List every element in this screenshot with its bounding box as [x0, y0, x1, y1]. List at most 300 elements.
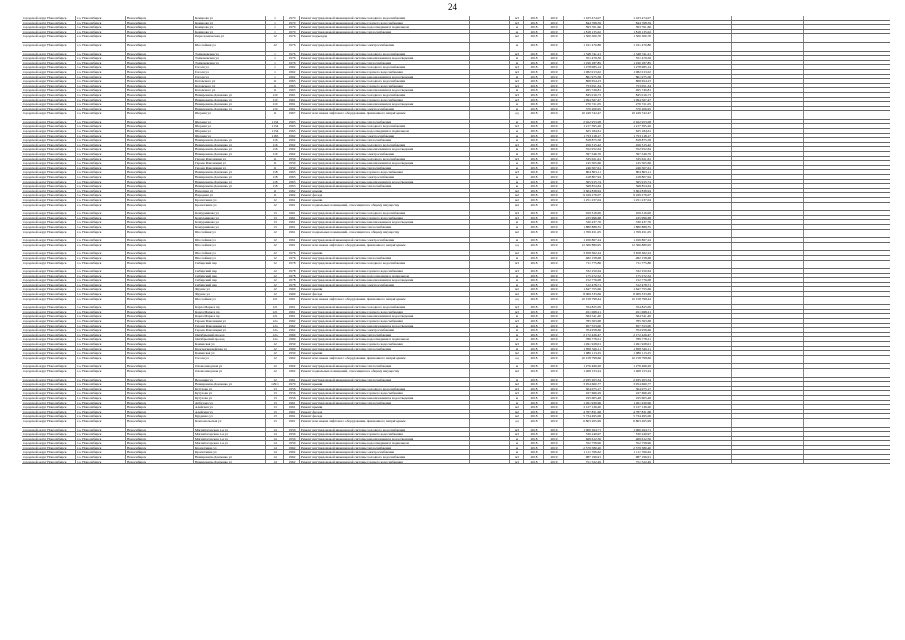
cell-empty [470, 93, 510, 97]
cell-empty [732, 161, 804, 165]
cell-place: г.о. Новосибирск [76, 292, 126, 296]
cell-district: городской округ Новосибирск [22, 184, 76, 188]
cell-empty [804, 107, 880, 111]
cell-place: г.о. Новосибирск [76, 230, 126, 238]
cell-empty [470, 324, 510, 328]
cell-district: городской округ Новосибирск [22, 450, 76, 454]
cell-street: Котовского ул [194, 88, 266, 92]
cell-street: Кропоткина ул [194, 198, 266, 202]
cell-house: 12 [266, 269, 284, 273]
cell-empty [654, 414, 732, 418]
cell-place: г.о. Новосибирск [76, 391, 126, 395]
cell-empty [470, 79, 510, 83]
cell-street: Оловозаводская ул [194, 369, 266, 377]
cell-street: Комарова ул [194, 21, 266, 25]
cell-street: Переселенческая ул [194, 34, 266, 42]
cell-work: Ремонт внутридомовой инженерной системы теплоснабжения [300, 401, 470, 405]
cell-place: г.о. Новосибирск [76, 198, 126, 202]
cell-year: 1960 [284, 292, 300, 296]
cell-city: Новосибирск [126, 157, 194, 161]
cell-street: Героев Революции ул [194, 324, 266, 328]
cell-empty [654, 30, 732, 34]
cell-y1: 2018 [524, 243, 544, 251]
cell-year: 1962 [284, 450, 300, 454]
cell-cost: 145 505,66 [564, 161, 604, 165]
cell-cost: 1 468 153,24 [564, 369, 604, 377]
cell-house: 12 [266, 347, 284, 351]
cell-city: Новосибирск [126, 342, 194, 346]
cell-place: г.о. Новосибирск [76, 328, 126, 332]
cell-empty [732, 401, 804, 405]
cell-street: Кропоткина ул [194, 450, 266, 454]
cell-empty [804, 269, 880, 273]
cell-y2: 2019 [544, 369, 564, 377]
cell-year: 1962 [284, 324, 300, 328]
cell-district: городской округ Новосибирск [22, 414, 76, 418]
cell-year: 1976 [284, 52, 300, 56]
cell-empty [732, 460, 804, 464]
cell-y1: 2018 [524, 166, 544, 170]
cell-empty [470, 43, 510, 51]
cell-work: Ремонт внутридомовой инженерной системы холодного водоснабжения [300, 305, 470, 309]
cell-empty [654, 170, 732, 174]
cell-cost2: 2 922 953,08 [604, 120, 654, 124]
cell-place: г.о. Новосибирск [76, 52, 126, 56]
cell-empty [804, 189, 880, 193]
cell-cost: 4 787 831,68 [564, 410, 604, 414]
cell-year: 1960 [284, 347, 300, 351]
cell-unit: м2 [510, 410, 524, 414]
cell-y1: 2018 [524, 391, 544, 395]
cell-empty [804, 324, 880, 328]
cell-city: Новосибирск [126, 256, 194, 260]
cell-cost2: 418 807,94 [604, 175, 654, 179]
cell-unit: м3 [510, 342, 524, 346]
cell-cost2: 868 654,23 [604, 79, 654, 83]
cell-work: Ремонт внутридомовой инженерной системы водоотведения в подвальном [300, 337, 470, 341]
cell-house: 12 [266, 287, 284, 291]
cell-cost2: 167 666,29 [604, 391, 654, 395]
cell-district: городской округ Новосибирск [22, 364, 76, 368]
cell-empty [804, 261, 880, 269]
cell-street: Кропоткина ул [194, 203, 266, 211]
cell-city: Новосибирск [126, 102, 194, 106]
cell-house: 13 [266, 211, 284, 215]
cell-street: Фрунзе ул [194, 292, 266, 296]
cell-city: Новосибирск [126, 460, 194, 464]
cell-y1: 2018 [524, 216, 544, 220]
cell-y2: 2019 [544, 356, 564, 364]
cell-empty [470, 414, 510, 418]
cell-year: 1961 [284, 107, 300, 111]
cell-empty [804, 369, 880, 377]
cell-y1: 2018 [524, 382, 544, 386]
cell-work: Ремонт внутридомовой инженерной системы электроснабжения [300, 107, 470, 111]
cell-place: г.о. Новосибирск [76, 314, 126, 318]
cell-year: 1961 [284, 203, 300, 211]
cell-cost2: 451 068,21 [604, 310, 654, 314]
cell-place: г.о. Новосибирск [76, 93, 126, 97]
cell-city: Новосибирск [126, 269, 194, 273]
cell-work: Ремонт внутридомовой инженерной системы теплоснабжения [300, 61, 470, 65]
cell-year: 1963 [284, 175, 300, 179]
cell-street: Немировича-Данченко ул [194, 107, 266, 111]
cell-city: Новосибирск [126, 220, 194, 224]
cell-y2: 2019 [544, 328, 564, 332]
cell-y1: 2018 [524, 347, 544, 351]
cell-place: г.о. Новосибирск [76, 152, 126, 156]
cell-cost: 657 553,00 [564, 324, 604, 328]
cell-place: г.о. Новосибирск [76, 175, 126, 179]
cell-cost: 456 315,42 [564, 143, 604, 147]
cell-city: Новосибирск [126, 189, 194, 193]
cell-work: Ремонт внутридомовой инженерной системы водоотведения в подвальном [300, 441, 470, 445]
cell-y1: 2018 [524, 432, 544, 436]
cell-cost2: 482 158,68 [604, 256, 654, 260]
cell-district: городской округ Новосибирск [22, 314, 76, 318]
cell-district: городской округ Новосибирск [22, 324, 76, 328]
cell-empty [732, 305, 804, 309]
cell-y1: 2018 [524, 211, 544, 215]
cell-year: 1959 [284, 161, 300, 165]
cell-street: Арбузова ул [194, 401, 266, 405]
cell-empty [654, 189, 732, 193]
cell-empty [470, 238, 510, 242]
cell-y2: 2019 [544, 396, 564, 400]
cell-empty [470, 56, 510, 60]
cell-work: Ремонт крыши [300, 251, 470, 255]
cell-work: Ремонт внутридомовой инженерной системы теплоснабжения [300, 166, 470, 170]
cell-city: Новосибирск [126, 278, 194, 282]
cell-house: 12 [266, 378, 284, 382]
cell-street: Карла Маркса пр [194, 310, 266, 314]
cell-street: Немировича-Данченко ул [194, 170, 266, 174]
cell-cost2: 495 749,81 [604, 88, 654, 92]
cell-place: г.о. Новосибирск [76, 43, 126, 51]
cell-work: Ремонт внутридомовой инженерной системы горячего водоснабжения [300, 310, 470, 314]
cell-house: 12а [266, 319, 284, 323]
cell-work: Ремонт внутридомовой инженерной системы горячего водоснабжения [300, 170, 470, 174]
cell-house: 12 [266, 364, 284, 368]
cell-district: городской округ Новосибирск [22, 342, 76, 346]
cell-year: 1961 [284, 378, 300, 382]
cell-street: Немировича-Данченко ул [194, 455, 266, 459]
cell-place: г.о. Новосибирск [76, 283, 126, 287]
cell-y1: 2018 [524, 43, 544, 51]
cell-place: г.о. Новосибирск [76, 79, 126, 83]
table-row [22, 243, 890, 252]
cell-empty [732, 319, 804, 323]
cell-place: г.о. Новосибирск [76, 450, 126, 454]
cell-empty [654, 382, 732, 386]
cell-place: г.о. Новосибирск [76, 189, 126, 193]
cell-work: Ремонт внутридомовой инженерной системы электроснабжения [300, 43, 470, 51]
cell-house: 116 [266, 152, 284, 156]
cell-cost2: 1 163 474,07 [604, 16, 654, 20]
cell-empty [732, 166, 804, 170]
cell-y1: 2018 [524, 30, 544, 34]
cell-work: Ремонт внутридомовой инженерной системы горячего водоснабжения [300, 319, 470, 323]
cell-y1: 2018 [524, 256, 544, 260]
cell-empty [732, 34, 804, 42]
cell-y2: 2019 [544, 287, 564, 291]
cell-empty [654, 193, 732, 197]
cell-city: Новосибирск [126, 261, 194, 269]
cell-district: городской округ Новосибирск [22, 396, 76, 400]
cell-district: городской округ Новосибирск [22, 369, 76, 377]
cell-empty [470, 319, 510, 323]
cell-cost: 1 348 741,21 [564, 52, 604, 56]
cell-year: 1970 [284, 25, 300, 29]
cell-street: Кропоткина ул [194, 446, 266, 450]
cell-unit: м3 [510, 391, 524, 395]
cell-place: г.о. Новосибирск [76, 166, 126, 170]
cell-y2: 2019 [544, 129, 564, 133]
cell-district: городской округ Новосибирск [22, 143, 76, 147]
cell-house: 1 [266, 75, 284, 79]
cell-year: 1960 [284, 287, 300, 291]
cell-year: 1962 [284, 455, 300, 459]
cell-empty [470, 450, 510, 454]
cell-empty [804, 134, 880, 138]
cell-empty [732, 189, 804, 193]
cell-empty [804, 65, 880, 69]
cell-y2: 2019 [544, 56, 564, 60]
cell-year: 1961 [284, 102, 300, 106]
cell-work: Ремонт внутридомовой инженерной системы горячего водоснабжения [300, 269, 470, 273]
cell-city: Новосибирск [126, 134, 194, 138]
cell-y1: 2018 [524, 437, 544, 441]
cell-street: Сибирский пер [194, 283, 266, 287]
cell-y1: 2018 [524, 314, 544, 318]
cell-cost2: 551 479,56 [604, 56, 654, 60]
cell-empty [732, 297, 804, 305]
cell-cost2: 469 612,56 [604, 437, 654, 441]
cell-district: городской округ Новосибирск [22, 405, 76, 409]
cell-empty [804, 184, 880, 188]
cell-empty [804, 79, 880, 83]
cell-empty [470, 111, 510, 119]
cell-work: Ремонт внутридомовой инженерной системы электроснабжения [300, 134, 470, 138]
cell-empty [654, 319, 732, 323]
cell-unit: м3 [510, 52, 524, 56]
cell-year: 1962 [284, 147, 300, 151]
cell-year: 1969 [284, 333, 300, 337]
cell-y1: 2018 [524, 152, 544, 156]
cell-city: Новосибирск [126, 161, 194, 165]
cell-empty [804, 161, 880, 165]
cell-year: 1962 [284, 189, 300, 193]
cell-y2: 2019 [544, 305, 564, 309]
cell-y2: 2019 [544, 84, 564, 88]
cell-empty [804, 243, 880, 251]
cell-city: Новосибирск [126, 347, 194, 351]
cell-city: Новосибирск [126, 441, 194, 445]
cell-empty [804, 347, 880, 351]
cell-y2: 2019 [544, 414, 564, 418]
cell-empty [804, 198, 880, 202]
cell-year: 1956 [284, 387, 300, 391]
cell-place: г.о. Новосибирск [76, 56, 126, 60]
cell-empty [732, 56, 804, 60]
cell-y1: 2018 [524, 441, 544, 445]
cell-cost: 195 605,48 [564, 396, 604, 400]
cell-cost2: 397 546,76 [604, 152, 654, 156]
cell-year: 1961 [284, 98, 300, 102]
cell-work: Ремонт подъездов [300, 34, 470, 42]
cell-place: г.о. Новосибирск [76, 369, 126, 377]
cell-empty [470, 410, 510, 414]
cell-empty [804, 450, 880, 454]
cell-empty [732, 287, 804, 291]
cell-street: Кошурникова ул [194, 220, 266, 224]
cell-city: Новосибирск [126, 243, 194, 251]
works-table [22, 16, 890, 464]
cell-work: Ремонт подвальных помещений, относящихся к общему имуществу [300, 203, 470, 211]
cell-city: Новосибирск [126, 351, 194, 355]
cell-empty [732, 314, 804, 318]
cell-cost2: 1 858 326,11 [604, 347, 654, 351]
cell-empty [732, 93, 804, 97]
cell-empty [470, 143, 510, 147]
cell-y2: 2019 [544, 450, 564, 454]
cell-street: Немировича-Данченко ул [194, 460, 266, 464]
cell-place: г.о. Новосибирск [76, 351, 126, 355]
cell-empty [654, 216, 732, 220]
cell-unit: м [510, 347, 524, 351]
cell-empty [470, 347, 510, 351]
cell-cost2: 8 069 333,69 [604, 292, 654, 296]
cell-empty [470, 189, 510, 193]
cell-empty [804, 460, 880, 464]
cell-unit: м2 [510, 405, 524, 409]
cell-house: 12 [266, 274, 284, 278]
cell-empty [804, 274, 880, 278]
cell-empty [804, 351, 880, 355]
cell-empty [732, 52, 804, 56]
cell-year: 1962 [284, 369, 300, 377]
cell-cost2: 804 803,11 [604, 170, 654, 174]
cell-empty [804, 328, 880, 332]
cell-empty [732, 251, 804, 255]
cell-house: 116 [266, 143, 284, 147]
cell-place: г.о. Новосибирск [76, 124, 126, 128]
cell-empty [654, 243, 732, 251]
cell-year: 1970 [284, 21, 300, 25]
cell-work: Ремонт крыши [300, 405, 470, 409]
cell-house: 1 [266, 70, 284, 74]
cell-y2: 2019 [544, 193, 564, 197]
cell-empty [804, 387, 880, 391]
cell-house: 14 [266, 441, 284, 445]
cell-work: Ремонт внутридомовой инженерной системы канализования и водоотведения [300, 324, 470, 328]
cell-y2: 2019 [544, 79, 564, 83]
cell-empty [732, 70, 804, 74]
cell-year: 1959 [284, 428, 300, 432]
cell-empty [732, 111, 804, 119]
cell-unit: м [510, 134, 524, 138]
cell-year: 1962 [284, 446, 300, 450]
cell-place: г.о. Новосибирск [76, 287, 126, 291]
cell-cost: 469 612,56 [564, 437, 604, 441]
cell-empty [804, 446, 880, 450]
cell-year: 1978 [284, 278, 300, 282]
cell-empty [470, 441, 510, 445]
cell-empty [470, 446, 510, 450]
cell-y1: 2018 [524, 419, 544, 427]
cell-street: Шоссейная ул [194, 43, 266, 51]
cell-work: Ремонт внутридомовой инженерной системы канализования и водоотведения [300, 147, 470, 151]
cell-empty [470, 230, 510, 238]
cell-y1: 2018 [524, 98, 544, 102]
cell-work: Ремонт внутридомовой инженерной системы холодного водоснабжения [300, 52, 470, 56]
cell-street: Шоссейная ул [194, 243, 266, 251]
cell-street: Шорная ул [194, 124, 266, 128]
cell-district: городской округ Новосибирск [22, 34, 76, 42]
cell-y1: 2018 [524, 324, 544, 328]
cell-house: 121 [266, 297, 284, 305]
cell-empty [732, 21, 804, 25]
cell-empty [654, 230, 732, 238]
cell-district: городской округ Новосибирск [22, 16, 76, 20]
cell-work: Ремонт внутридомовой инженерной системы водоотведения в подвальном [300, 274, 470, 278]
cell-empty [732, 243, 804, 251]
cell-street: Котовского ул [194, 79, 266, 83]
cell-cost: 276 721,05 [564, 102, 604, 106]
cell-house: 13 [266, 410, 284, 414]
cell-cost: 1 858 326,11 [564, 347, 604, 351]
cell-empty [654, 52, 732, 56]
cell-cost2: 335 021,61 [604, 157, 654, 161]
cell-place: г.о. Новосибирск [76, 337, 126, 341]
cell-street: Бурденко ул [194, 414, 266, 418]
cell-place: г.о. Новосибирск [76, 238, 126, 242]
cell-year: 1976 [284, 251, 300, 255]
cell-place: г.о. Новосибирск [76, 138, 126, 142]
cell-house: 14 [266, 446, 284, 450]
cell-house: 13 [266, 401, 284, 405]
cell-empty [654, 102, 732, 106]
cell-city: Новосибирск [126, 387, 194, 391]
cell-year: 1961 [284, 405, 300, 409]
cell-y2: 2019 [544, 98, 564, 102]
cell-cost2: 844 768,59 [604, 21, 654, 25]
cell-y2: 2019 [544, 184, 564, 188]
cell-city: Новосибирск [126, 143, 194, 147]
cell-cost: 593 761,66 [564, 25, 604, 29]
cell-place: г.о. Новосибирск [76, 88, 126, 92]
cell-empty [654, 16, 732, 20]
cell-district: городской округ Новосибирск [22, 134, 76, 138]
cell-unit: м [510, 138, 524, 142]
table-row [22, 460, 890, 465]
cell-y1: 2018 [524, 56, 544, 60]
cell-y1: 2018 [524, 220, 544, 224]
cell-unit: м2 [510, 198, 524, 202]
cell-empty [654, 107, 732, 111]
cell-y1: 2018 [524, 203, 544, 211]
cell-unit: м3 [510, 21, 524, 25]
cell-empty [470, 152, 510, 156]
cell-cost2: 625 184,61 [604, 129, 654, 133]
cell-cost2: 845 016,73 [604, 93, 654, 97]
cell-street: Сибирский пер [194, 274, 266, 278]
cell-y2: 2019 [544, 134, 564, 138]
cell-unit: м [510, 102, 524, 106]
cell-empty [654, 342, 732, 346]
cell-empty [470, 147, 510, 151]
cell-cost: 1 278 085,14 [564, 65, 604, 69]
